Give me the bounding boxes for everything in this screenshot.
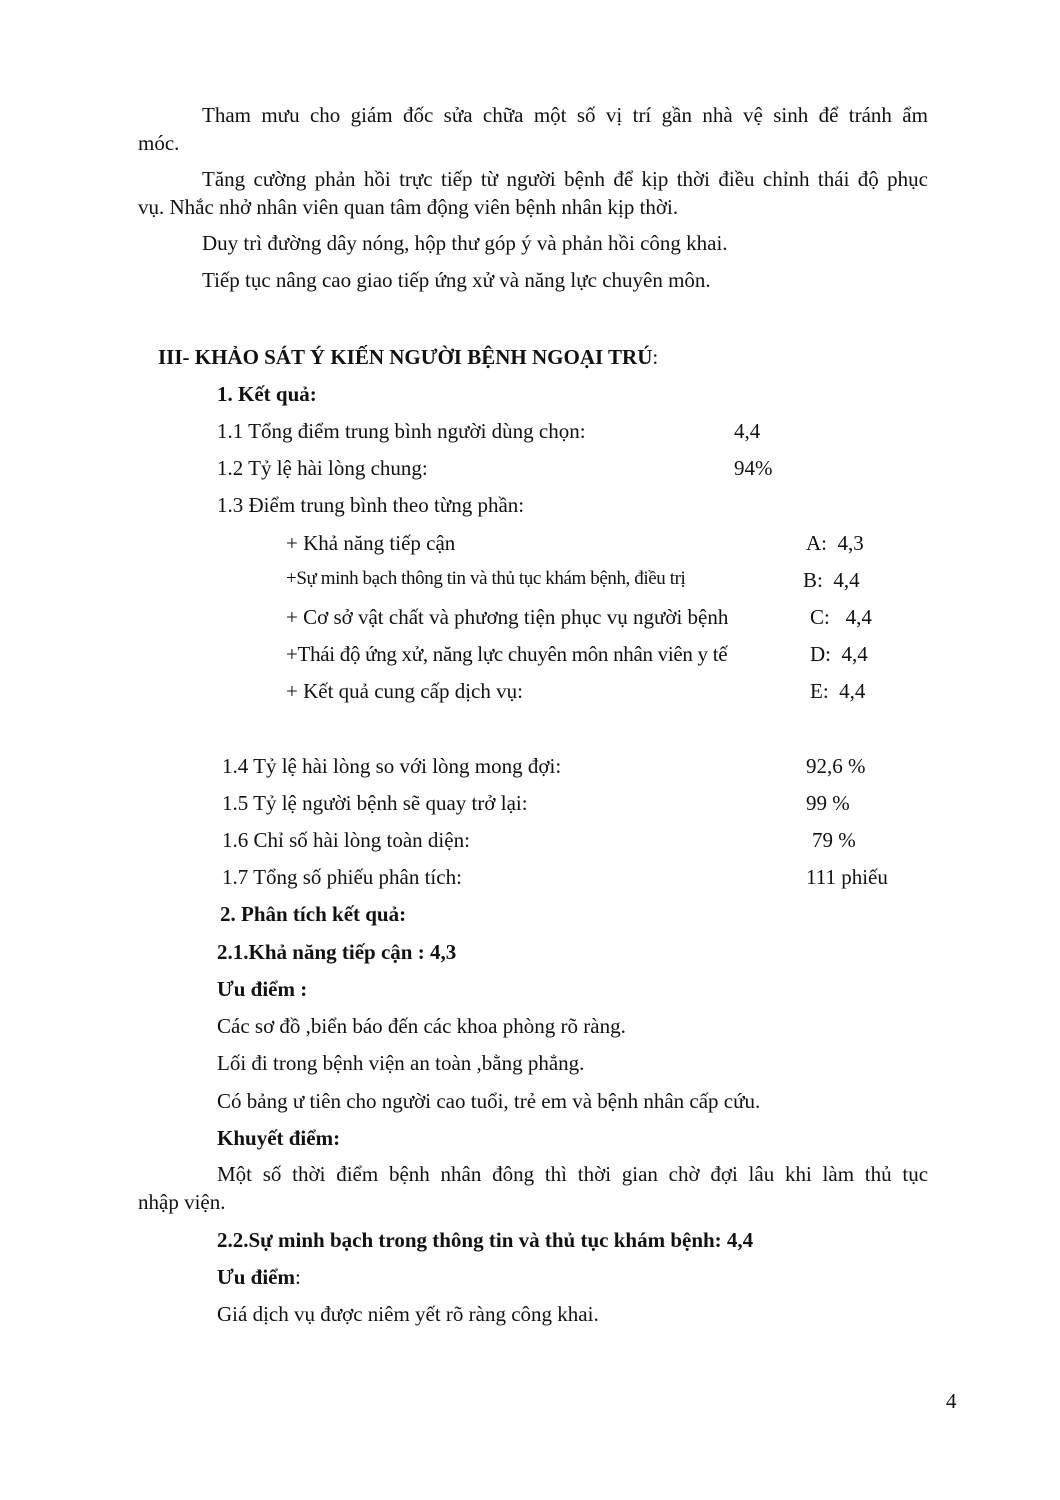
part-d-value: D: 4,4 [810,642,868,666]
result-3-label: 1.3 Điểm trung bình theo từng phần: [217,493,525,517]
result-1-value: 4,4 [734,419,761,443]
result-2-value: 94% [734,456,773,480]
result-4-label: 1.4 Tỷ lệ hài lòng so với lòng mong đợi: [222,754,562,778]
analysis-title: 2. Phân tích kết quả: [220,902,407,926]
results-title: 1. Kết quả: [217,382,317,406]
part-d-label: +Thái độ ứng xử, năng lực chuyên môn nhân viên y tế [286,642,728,666]
section-heading [158,345,658,370]
result-1-label: 1.1 Tổng điểm trung bình người dùng chọn: [217,419,586,443]
result-4-value: 92,6 % [806,754,866,778]
result-6-value: 79 % [812,828,856,852]
analysis-1-pro-3: Có bảng ư tiên cho người cao tuổi, trẻ em và bệnh nhân cấp cứu. [217,1089,761,1113]
result-5-label: 1.5 Tỷ lệ người bệnh sẽ quay trở lại: [222,791,528,815]
section-heading-text: III- KHẢO SÁT Ý KIẾN NGƯỜI BỆNH NGOẠI TRÚ [158,345,653,369]
analysis-1-title: 2.1.Khả năng tiếp cận : 4,3 [217,940,457,964]
part-b-label: +Sự minh bạch thông tin và thủ tục khám bệnh, điều trị [286,568,686,589]
result-7-label: 1.7 Tổng số phiếu phân tích: [222,865,462,889]
result-2-label: 1.2 Tỷ lệ hài lòng chung: [217,456,428,480]
result-6-label: 1.6 Chỉ số hài lòng toàn diện: [222,828,470,852]
analysis-1-pros-title: Ưu điểm : [217,977,308,1001]
intro-paragraph-1: Tham mưu cho giám đốc sửa chữa một số vị trí gần nhà vệ sinh để tránh ẩm [202,103,928,127]
page-number: 4 [946,1389,957,1413]
part-e-value: E: 4,4 [810,679,866,703]
analysis-1-pro-2: Lối đi trong bệnh viện an toàn ,bằng phẳng. [217,1051,585,1075]
intro-paragraph-1-cont: móc. [138,131,180,155]
part-a-value: A: 4,3 [806,531,864,555]
intro-paragraph-2: Tăng cường phản hồi trực tiếp từ người bệnh để kịp thời điều chỉnh thái độ phục [202,167,928,191]
intro-paragraph-2-cont: vụ. Nhắc nhở nhân viên quan tâm động viên bệnh nhân kịp thời. [138,195,679,219]
intro-paragraph-3: Duy trì đường dây nóng, hộp thư góp ý và phản hồi công khai. [202,231,728,255]
analysis-1-con-1-cont: nhập viện. [138,1190,226,1214]
analysis-2-pros-title-text: Ưu điểm [217,1265,295,1289]
intro-paragraph-4: Tiếp tục nâng cao giao tiếp ứng xử và năng lực chuyên môn. [202,268,711,292]
result-7-value: 111 phiếu [806,865,888,889]
part-c-value: C: 4,4 [810,605,872,629]
analysis-2-pro-1: Giá dịch vụ được niêm yết rõ ràng công khai. [217,1302,599,1326]
analysis-2-pros-title [217,1265,301,1290]
result-5-value: 99 % [806,791,850,815]
analysis-2-pros-colon: : [294,1265,301,1289]
part-e-label: + Kết quả cung cấp dịch vụ: [286,679,523,703]
analysis-1-pro-1: Các sơ đồ ,biển báo đến các khoa phòng rõ ràng. [217,1014,626,1038]
analysis-1-cons-title: Khuyết điểm: [217,1126,341,1150]
part-c-label: + Cơ sở vật chất và phương tiện phục vụ người bệnh [286,605,729,629]
analysis-1-con-1: Một số thời điểm bệnh nhân đông thì thời gian chờ đợi lâu khi làm thủ tục [217,1162,929,1186]
part-b-value: B: 4,4 [803,568,860,592]
section-heading-colon: : [652,345,659,369]
analysis-2-title: 2.2.Sự minh bạch trong thông tin và thủ tục khám bệnh: 4,4 [217,1228,754,1252]
part-a-label: + Khả năng tiếp cận [286,531,456,555]
